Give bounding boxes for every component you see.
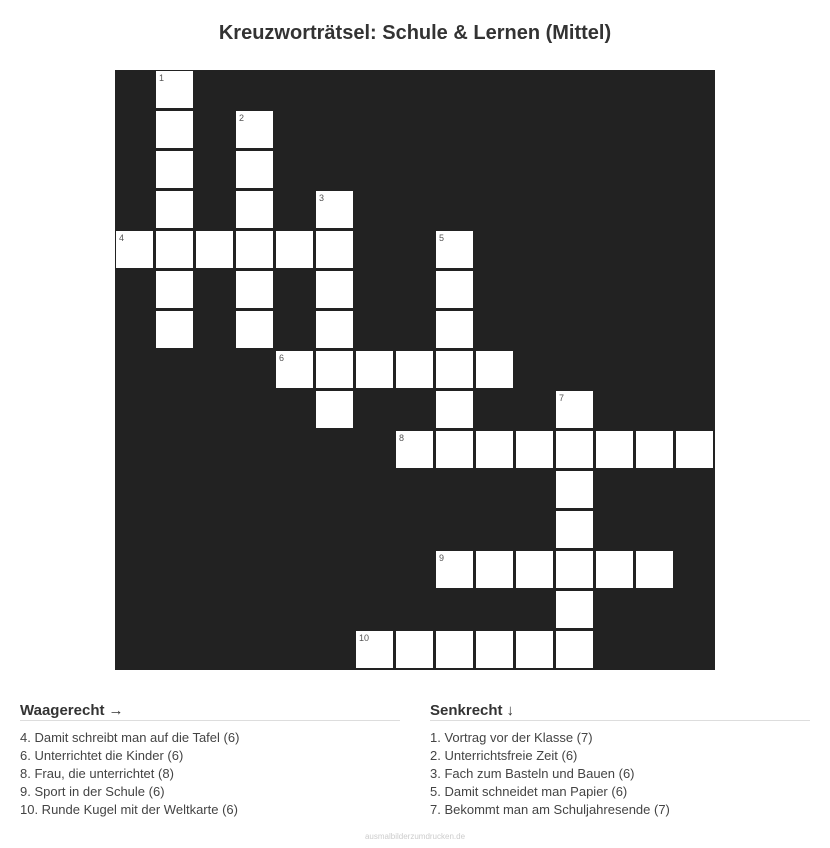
grid-cell[interactable]	[635, 430, 674, 469]
grid-cell[interactable]	[155, 150, 194, 189]
clue-number: 6	[279, 353, 285, 363]
clue-number: 2	[239, 113, 245, 123]
grid-cell[interactable]	[435, 630, 474, 669]
clue-number: 7	[559, 393, 565, 403]
down-heading	[430, 702, 810, 721]
grid-cell[interactable]	[315, 270, 354, 309]
across-heading-label: Waagerecht	[20, 702, 105, 719]
across-clues-section	[20, 702, 400, 819]
clue-item: 8. Frau, die unterrichtet (8)	[20, 766, 174, 781]
grid-cell[interactable]	[235, 110, 274, 149]
grid-cell[interactable]	[435, 350, 474, 389]
across-clue-list	[20, 729, 400, 819]
grid-cell[interactable]	[315, 310, 354, 349]
down-heading-label: Senkrecht	[430, 702, 503, 719]
grid-cell[interactable]	[555, 510, 594, 549]
grid-cell[interactable]	[595, 550, 634, 589]
grid-cell[interactable]	[315, 230, 354, 269]
grid-cell[interactable]	[155, 70, 194, 109]
grid-cell[interactable]	[395, 350, 434, 389]
clue-number: 5	[439, 233, 445, 243]
grid-cell[interactable]	[435, 430, 474, 469]
across-heading	[20, 702, 400, 721]
grid-cell[interactable]	[475, 550, 514, 589]
clue-item: 4. Damit schreibt man auf die Tafel (6)	[20, 730, 240, 745]
grid-cell[interactable]	[635, 550, 674, 589]
grid-cell[interactable]	[435, 270, 474, 309]
grid-cell[interactable]	[235, 310, 274, 349]
grid-cell[interactable]	[475, 630, 514, 669]
grid-cell[interactable]	[315, 190, 354, 229]
grid-cell[interactable]	[595, 430, 634, 469]
clue-item: 3. Fach zum Basteln und Bauen (6)	[430, 766, 635, 781]
clue-number: 10	[359, 633, 370, 643]
grid-cell[interactable]	[275, 350, 314, 389]
grid-cell[interactable]	[155, 270, 194, 309]
right-arrow-icon: →	[108, 702, 124, 719]
down-clues-section	[430, 702, 810, 819]
grid-cell[interactable]	[515, 630, 554, 669]
grid-cell[interactable]	[155, 110, 194, 149]
clue-item: 5. Damit schneidet man Papier (6)	[430, 784, 628, 799]
grid-cell[interactable]	[235, 270, 274, 309]
grid-cell[interactable]	[235, 150, 274, 189]
grid-cell[interactable]	[155, 310, 194, 349]
grid-cell[interactable]	[115, 230, 154, 269]
clue-item: 2. Unterrichtsfreie Zeit (6)	[430, 748, 578, 763]
grid-cell[interactable]	[475, 350, 514, 389]
clue-item: 10. Runde Kugel mit der Weltkarte (6)	[20, 802, 238, 817]
footer-credit: ausmalbilderzumdrucken.de	[364, 832, 466, 841]
grid-cell[interactable]	[675, 430, 714, 469]
clue-number: 3	[319, 193, 325, 203]
grid-cell[interactable]	[435, 230, 474, 269]
grid-cell[interactable]	[515, 430, 554, 469]
grid-cell[interactable]	[435, 550, 474, 589]
clue-number: 8	[399, 433, 405, 443]
grid-cell[interactable]	[555, 550, 594, 589]
grid-cell[interactable]	[155, 230, 194, 269]
clue-item: 9. Sport in der Schule (6)	[20, 784, 165, 799]
grid-cell[interactable]	[555, 630, 594, 669]
grid-cell[interactable]	[315, 350, 354, 389]
grid-cell[interactable]	[235, 190, 274, 229]
grid-cell[interactable]	[275, 230, 314, 269]
grid-cell[interactable]	[555, 430, 594, 469]
grid-cell[interactable]	[235, 230, 274, 269]
grid-cell[interactable]	[515, 550, 554, 589]
clue-number: 4	[119, 233, 125, 243]
down-clue-list	[430, 729, 810, 819]
grid-cell[interactable]	[475, 430, 514, 469]
grid-cell[interactable]	[435, 390, 474, 429]
clue-number: 1	[159, 73, 165, 83]
grid-cell[interactable]	[555, 470, 594, 509]
crossword-grid	[115, 70, 715, 670]
grid-cell[interactable]	[435, 310, 474, 349]
page-title: Kreuzworträtsel: Schule & Lernen (Mittel)	[218, 22, 612, 44]
grid-cell[interactable]	[355, 350, 394, 389]
grid-cell[interactable]	[315, 390, 354, 429]
clue-item: 1. Vortrag vor der Klasse (7)	[430, 730, 593, 745]
grid-cell[interactable]	[195, 230, 234, 269]
grid-cell[interactable]	[355, 630, 394, 669]
clue-item: 6. Unterrichtet die Kinder (6)	[20, 748, 184, 763]
grid-cell[interactable]	[395, 430, 434, 469]
grid-cell[interactable]	[155, 190, 194, 229]
grid-cell[interactable]	[555, 390, 594, 429]
grid-cell[interactable]	[395, 630, 434, 669]
down-arrow-icon: ↓	[506, 702, 515, 719]
grid-cell[interactable]	[555, 590, 594, 629]
clue-number: 9	[439, 553, 445, 563]
clue-item: 7. Bekommt man am Schuljahresende (7)	[430, 802, 670, 817]
